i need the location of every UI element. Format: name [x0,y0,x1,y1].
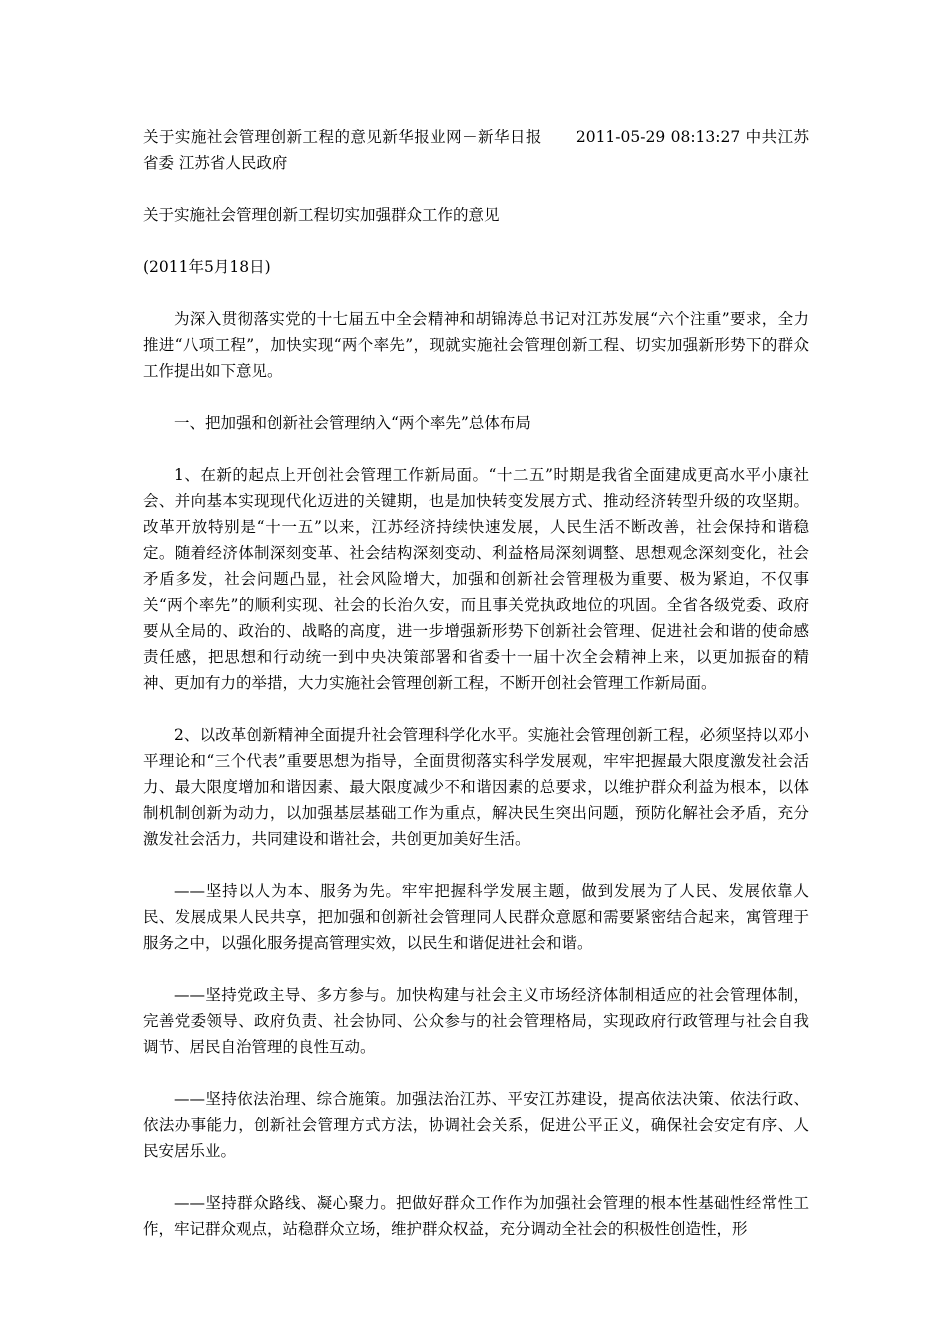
body-paragraph: ——坚持党政主导、多方参与。加快构建与社会主义市场经济体制相适应的社会管理体制，完善党委领导、政府负责、社会协同、公众参与的社会管理格局，实现政府行政管理与社会自我调节、居民自治管理的良性互动。 [143,986,809,1056]
document-title: 关于实施社会管理创新工程切实加强群众工作的意见 [143,206,500,224]
document-header [143,124,809,176]
body-paragraph: ——坚持群众路线、凝心聚力。把做好群众工作作为加强社会管理的根本性基础性经常性工作，牢记群众观点，站稳群众立场，维护群众权益，充分调动全社会的积极性创造性，形 [143,1194,809,1238]
intro-paragraph: 为深入贯彻落实党的十七届五中全会精神和胡锦涛总书记对江苏发展“六个注重”要求，全力推进“八项工程”，加快实现“两个率先”，现就实施社会管理创新工程、切实加强新形势下的群众工作提出如下意见。 [143,310,809,380]
header-datetime: 2011-05-29 08:13:27 [575,128,741,146]
body-paragraph: 2、以改革创新精神全面提升社会管理科学化水平。实施社会管理创新工程，必须坚持以邓小平理论和“三个代表”重要思想为指导，全面贯彻落实科学发展观，牢牢把握最大限度激发社会活力、最大限度增加和谐因素、最大限度减少不和谐因素的总要求，以维护群众利益为根本，以体制机制创新为动力，以加强基层基础工作为重点，解决民生突出问题，预防化解社会矛盾，充分激发社会活力，共同建设和谐社会，共创更加美好生活。 [143,726,809,848]
document-page [143,124,809,1268]
document-date: (2011年5月18日) [143,258,271,276]
body-paragraph: ——坚持以人为本、服务为先。牢牢把握科学发展主题，做到发展为了人民、发展依靠人民、发展成果人民共享，把加强和创新社会管理同人民群众意愿和需要紧密结合起来，寓管理于服务之中，以强化服务提高管理实效，以民生和谐促进社会和谐。 [143,882,809,952]
body-paragraph: 1、在新的起点上开创社会管理工作新局面。“十二五”时期是我省全面建成更高水平小康社会、并向基本实现现代化迈进的关键期，也是加快转变发展方式、推动经济转型升级的攻坚期。改革开放特别是“十一五”以来，江苏经济持续快速发展，人民生活不断改善，社会保持和谐稳定。随着经济体制深刻变革、社会结构深刻变动、利益格局深刻调整、思想观念深刻变化，社会矛盾多发，社会问题凸显，社会风险增大，加强和创新社会管理极为重要、极为紧迫，不仅事关“两个率先”的顺利实现、社会的长治久安，而且事关党执政地位的巩固。全省各级党委、政府要从全局的、政治的、战略的高度，进一步增强新形势下创新社会管理、促进社会和谐的使命感责任感，把思想和行动统一到中央决策部署和省委十一届十次全会精神上来，以更加振奋的精神、更加有力的举措，大力实施社会管理创新工程，不断开创社会管理工作新局面。 [143,466,809,692]
body-paragraph: ——坚持依法治理、综合施策。加强法治江苏、平安江苏建设，提高依法决策、依法行政、依法办事能力，创新社会管理方式方法，协调社会关系，促进公平正义，确保社会安定有序、人民安居乐业。 [143,1090,809,1160]
header-source: 中共江苏省委 江苏省人民政府 [143,128,809,172]
header-title: 关于实施社会管理创新工程的意见新华报业网－新华日报 [143,128,542,146]
section-heading: 一、把加强和创新社会管理纳入“两个率先”总体布局 [174,414,531,432]
